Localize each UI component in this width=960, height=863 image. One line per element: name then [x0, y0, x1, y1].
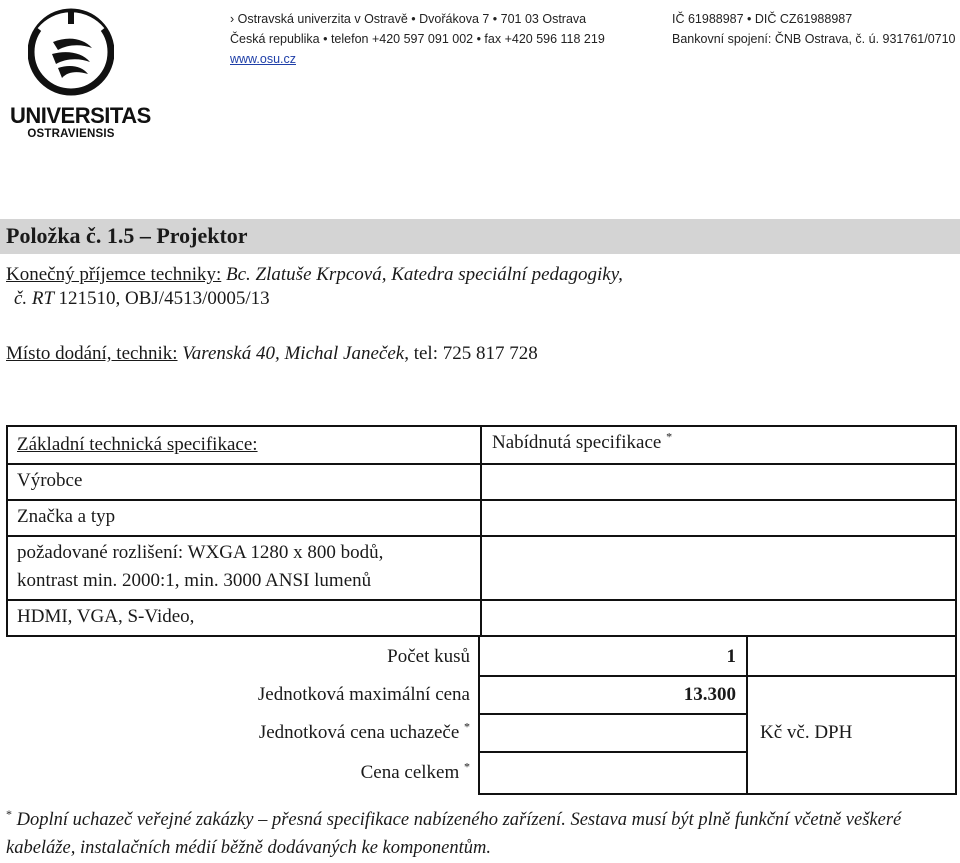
university-logo [10, 8, 151, 148]
currency-note: Kč vč. DPH [760, 722, 853, 743]
quantity-label: Počet kusů [387, 646, 470, 667]
price-table [478, 637, 957, 795]
delivery-phone: , tel: 725 817 728 [404, 343, 538, 364]
header-ic-dic: IČ 61988987 • DIČ CZ61988987 [672, 12, 853, 26]
asterisk-mark: * [464, 719, 470, 734]
logo-wordmark: UNIVERSITAS [10, 103, 151, 128]
quantity-value: 1 [726, 646, 736, 667]
spec-rule [8, 599, 955, 601]
max-price-label: Jednotková maximální cena [257, 684, 470, 705]
recipient-value: Bc. Zlatuše Krpcová, Katedra speciální pedagogiky, [221, 264, 623, 285]
header-address [230, 9, 605, 69]
price-rule [478, 713, 748, 715]
bidder-price-label: Jednotková cena uchazeče * [258, 719, 470, 743]
delivery-line [6, 342, 538, 366]
asterisk-mark: * [666, 429, 673, 444]
spec-rule [8, 535, 955, 537]
footnote [6, 806, 956, 862]
spec-rule [8, 463, 955, 465]
spec-table [6, 425, 957, 637]
header-address-line2: Česká republika • telefon +420 597 091 002 • fax +420 596 118 219 [230, 32, 605, 46]
price-rule [478, 675, 748, 677]
recipient-line-2 [14, 287, 270, 311]
page-title: Položka č. 1.5 – Projektor [6, 223, 248, 248]
website-link[interactable]: www.osu.cz [230, 52, 296, 66]
asterisk-mark: * [464, 759, 470, 774]
footnote-asterisk: * [6, 806, 12, 821]
header-identifiers [672, 9, 956, 49]
recipient-line [6, 263, 623, 287]
recipient-rt-prefix: č. RT [14, 288, 59, 309]
delivery-address: Varenská 40, Michal Janeček [177, 343, 405, 364]
spec-row-resolution: požadované rozlišení: WXGA 1280 x 800 bodů, [17, 542, 384, 563]
footnote-text: Doplní uchazeč veřejné zakázky – přesná specifikace nabízeného zařízení. Sestava musí být plně funkční včetně veškeré kabeláže, instalačních médií běžně dodávaných ke komponentům. [6, 810, 902, 858]
logo-subtitle: OSTRAVIENSIS [27, 128, 115, 140]
spec-rule [8, 499, 955, 501]
total-price-label: Cena celkem * [360, 759, 470, 783]
max-price-value: 13.300 [683, 684, 736, 705]
price-rule [748, 675, 955, 677]
recipient-order-number: 121510, OBJ/4513/0005/13 [58, 288, 270, 309]
price-rule [478, 751, 748, 753]
spec-divider [480, 427, 482, 635]
spec-row-brand-type: Značka a typ [17, 506, 116, 527]
header-address-line1: › Ostravská univerzita v Ostravě • Dvořákova 7 • 701 03 Ostrava [230, 12, 587, 26]
spec-row-contrast: kontrast min. 2000:1, min. 3000 ANSI lumenů [17, 570, 372, 591]
header-bank: Bankovní spojení: ČNB Ostrava, č. ú. 931761/0710 [672, 32, 956, 46]
spec-header-right: Nabídnutá specifikace * [492, 429, 673, 453]
delivery-label: Místo dodání, technik: [6, 343, 178, 364]
spec-row-connectors: HDMI, VGA, S-Video, [17, 606, 195, 627]
recipient-label: Konečný příjemce techniky: [6, 264, 222, 285]
logo-emblem-icon [28, 8, 114, 100]
spec-row-manufacturer: Výrobce [17, 470, 83, 491]
spec-header-left: Základní technická specifikace: [17, 434, 258, 455]
